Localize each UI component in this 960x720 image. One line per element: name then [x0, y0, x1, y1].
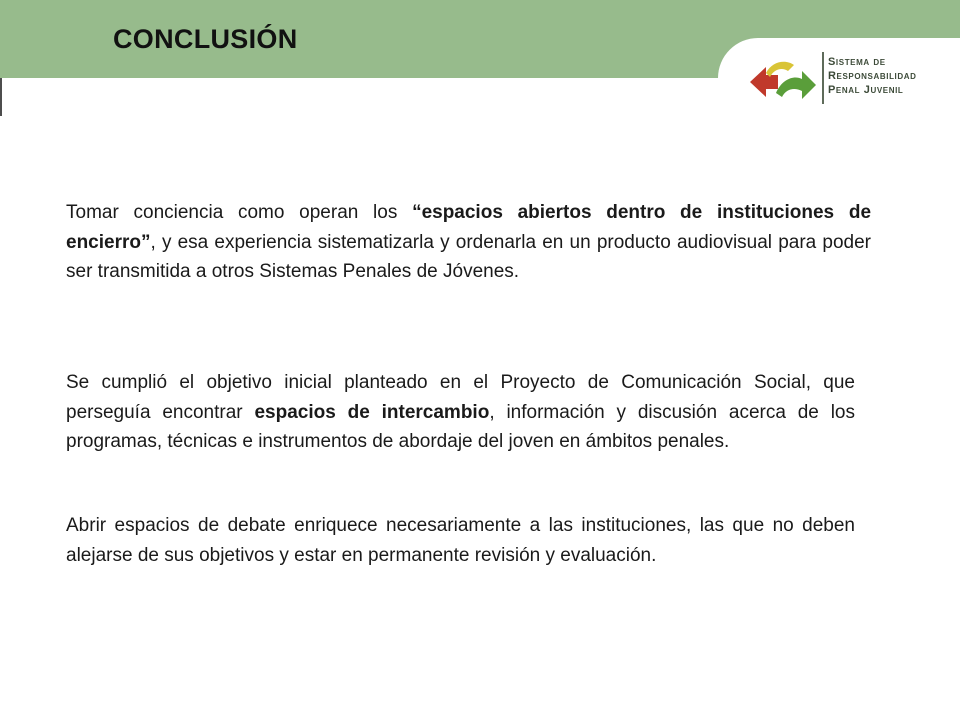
- logo-line-3: Penal Juvenil: [828, 84, 904, 96]
- paragraph-2: [66, 368, 855, 457]
- logo-divider: [822, 52, 824, 104]
- paragraph-3: Abrir espacios de debate enriquece necesariamente a las instituciones, las que no deben alejarse de sus objetivos y estar en permanente revisión y evaluación.: [66, 515, 855, 566]
- logo-line-1: Sistema de: [828, 56, 886, 68]
- paragraph-1-bold: “espacios abiertos dentro de instituciones de encierro”: [66, 202, 872, 253]
- paragraph-2-text-b: , información y discusión acerca de los programas, técnicas e instrumentos de abordaje del joven en ámbitos penales.: [66, 401, 855, 452]
- paragraph-2-text-a: Se cumplió el objetivo inicial planteado en el Proyecto de Comunicación Social, que perseguía encontrar: [66, 372, 855, 423]
- logo-text: [828, 55, 917, 97]
- logo-arrows-icon: [746, 49, 818, 109]
- logo: [718, 38, 960, 118]
- logo-line-2: Responsabilidad: [828, 70, 917, 82]
- paragraph-2-bold: espacios de intercambio: [254, 401, 490, 423]
- paragraph-1-text-b: , y esa experiencia sistematizarla y ordenarla en un producto audiovisual para poder ser transmitida a otros Sistemas Penales de Jóvenes.: [66, 231, 871, 282]
- slide-title: CONCLUSIÓN: [113, 24, 298, 54]
- paragraph-1: [66, 198, 871, 287]
- paragraph-1-text-a: Tomar conciencia como operan los: [66, 202, 413, 223]
- left-divider: [0, 78, 2, 116]
